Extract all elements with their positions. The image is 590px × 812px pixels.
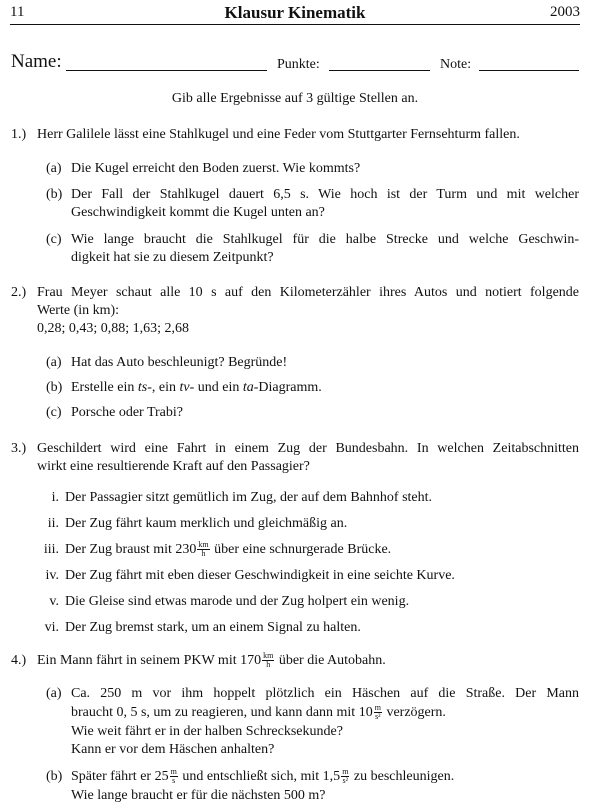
q1a-text: Die Kugel erreicht den Boden zuerst. Wie kommts?: [71, 161, 361, 176]
page-title: Klausur Kinematik: [224, 3, 366, 22]
fraction-numerator: km: [263, 651, 274, 661]
q3-item-label: i.: [51, 490, 59, 505]
q4b-text-part: und entschließt sich, mit 1,5: [178, 769, 341, 784]
q3-item-text: Der Zug fährt mit eben dieser Geschwindigkeit in eine seichte Kurve.: [65, 568, 455, 583]
q3-item-label: iii.: [43, 542, 59, 557]
q2b-math-ta: ta: [242, 380, 254, 395]
q4b-text-part: Später fährt er 25: [71, 769, 169, 784]
grade-label: Note:: [440, 57, 472, 72]
q4a-line-4: Kann er vor dem Häschen anhalten?: [71, 742, 275, 757]
question-3-number: 3.): [11, 441, 27, 456]
q4a-line-1: Ca. 250 m vor ihm hoppelt plötzlich ein Häschen auf die Straße. Der Mann: [71, 686, 579, 701]
q2b-text-part: Erstelle ein: [71, 380, 138, 395]
page-header: [10, 4, 580, 24]
q3-item-text: Der Zug fährt kaum merklich und gleichmäßig an.: [65, 516, 348, 531]
fraction-numerator: m: [342, 767, 349, 777]
q1c-label: (c): [46, 232, 62, 247]
q1b-line-1: Der Fall der Stahlkugel dauert 6,5 s. Wie hoch ist der Turm und mit welcher: [71, 187, 579, 202]
q4b-text-part: zu beschleunigen.: [350, 769, 455, 784]
question-2-line-1: Frau Meyer schaut alle 10 s auf den Kilometerzähler ihres Autos und notiert folgende: [37, 285, 579, 300]
question-1-number: 1.): [11, 127, 27, 142]
name-label: Name:: [11, 51, 62, 72]
q4a-text-part: braucht 0, 5 s, um zu reagieren, und kann dann mit 10: [71, 705, 373, 720]
question-2-values: 0,28; 0,43; 0,88; 1,63; 2,68: [37, 321, 190, 336]
question-1-text: Herr Galilele lässt eine Stahlkugel und eine Feder vom Stuttgarter Fernsehturm fallen.: [37, 127, 520, 142]
page-number: 11: [10, 4, 25, 20]
unit-fraction: [374, 704, 382, 721]
q2c-label: (c): [46, 405, 62, 420]
q4a-line-2: [71, 704, 446, 722]
points-field[interactable]: [329, 70, 430, 71]
unit-fraction: [341, 768, 349, 785]
header-year: 2003: [550, 4, 580, 20]
q2c-text: Porsche oder Trabi?: [71, 405, 183, 420]
q1a-label: (a): [46, 161, 62, 176]
instruction-text: Gib alle Ergebnisse auf 3 gültige Stellen an.: [171, 91, 419, 106]
points-label: Punkte:: [277, 57, 320, 72]
q4b-line-2: Wie lange braucht er für die nächsten 500 m?: [71, 788, 326, 803]
q4a-text-part: verzögern.: [382, 705, 446, 720]
q4-text-part: über die Autobahn.: [275, 653, 386, 668]
q2a-label: (a): [46, 355, 62, 370]
question-2-line-2: Werte (in km):: [37, 303, 120, 318]
q1c-line-1: Wie lange braucht die Stahlkugel für die halbe Strecke und welche Geschwin-: [71, 232, 579, 247]
q4b-label: (b): [46, 769, 63, 784]
q3-item-label: iv.: [45, 568, 59, 583]
question-3-line-1: Geschildert wird eine Fahrt in einem Zug der Bundesbahn. In welchen Zeitabschnitten: [37, 441, 579, 456]
q2b-label: (b): [46, 380, 63, 395]
q3-item-text: Der Zug bremst stark, um an einem Signal zu halten.: [65, 620, 361, 635]
q3-item-text: Der Passagier sitzt gemütlich im Zug, der auf dem Bahnhof steht.: [65, 490, 433, 505]
q2b-text-part: - und ein: [189, 380, 243, 395]
fraction-denominator: s: [172, 776, 176, 786]
q2b-text-part: -Diagramm.: [253, 380, 322, 395]
q4-text-part: Ein Mann fährt in seinem PKW mit 170: [37, 653, 262, 668]
fraction-denominator: h: [201, 549, 206, 559]
fraction-denominator: h: [266, 660, 271, 670]
q3-item-label: v.: [49, 594, 59, 609]
q2b-math-ts: ts: [137, 380, 148, 395]
unit-fraction: [197, 541, 209, 558]
q1b-label: (b): [46, 187, 63, 202]
q3-item-label: ii.: [47, 516, 59, 531]
q4b-line-1: [71, 768, 454, 786]
q3-item-text-part: Der Zug braust mit 230: [65, 542, 197, 557]
q3-item-text: [65, 541, 391, 559]
grade-field[interactable]: [479, 70, 579, 71]
q1b-line-2: Geschwindigkeit kommt die Kugel unten an?: [71, 205, 325, 220]
question-2-number: 2.): [11, 285, 27, 300]
q4a-label: (a): [46, 686, 62, 701]
q3-item-label: vi.: [44, 620, 59, 635]
q1c-line-2: digkeit hat sie zu diesem Zeitpunkt?: [71, 250, 274, 265]
q4a-line-3: Wie weit fährt er in der halben Schrecksekunde?: [71, 724, 343, 739]
question-3-line-2: wirkt eine resultierende Kraft auf den Passagier?: [37, 459, 310, 474]
q2b-text-part: -, ein: [147, 380, 180, 395]
question-4-text: [37, 652, 386, 670]
q3-item-text-part: über eine schnurgerade Brücke.: [210, 542, 392, 557]
q2a-text: Hat das Auto beschleunigt? Begründe!: [71, 355, 288, 370]
unit-fraction: [170, 768, 178, 785]
header-rule: [10, 24, 580, 25]
question-4-number: 4.): [11, 653, 27, 668]
fraction-denominator: s²: [342, 776, 349, 786]
fraction-numerator: km: [198, 540, 209, 550]
q3-item-text: Die Gleise sind etwas marode und der Zug holpert ein wenig.: [65, 594, 410, 609]
q2b-text: [71, 379, 322, 397]
name-field[interactable]: [66, 70, 267, 71]
student-info-row: [11, 51, 581, 76]
fraction-numerator: m: [374, 703, 381, 713]
fraction-denominator: s²: [375, 712, 381, 722]
fraction-numerator: m: [170, 767, 177, 777]
unit-fraction: [262, 652, 274, 669]
q2b-math-tv: tv: [179, 380, 190, 395]
